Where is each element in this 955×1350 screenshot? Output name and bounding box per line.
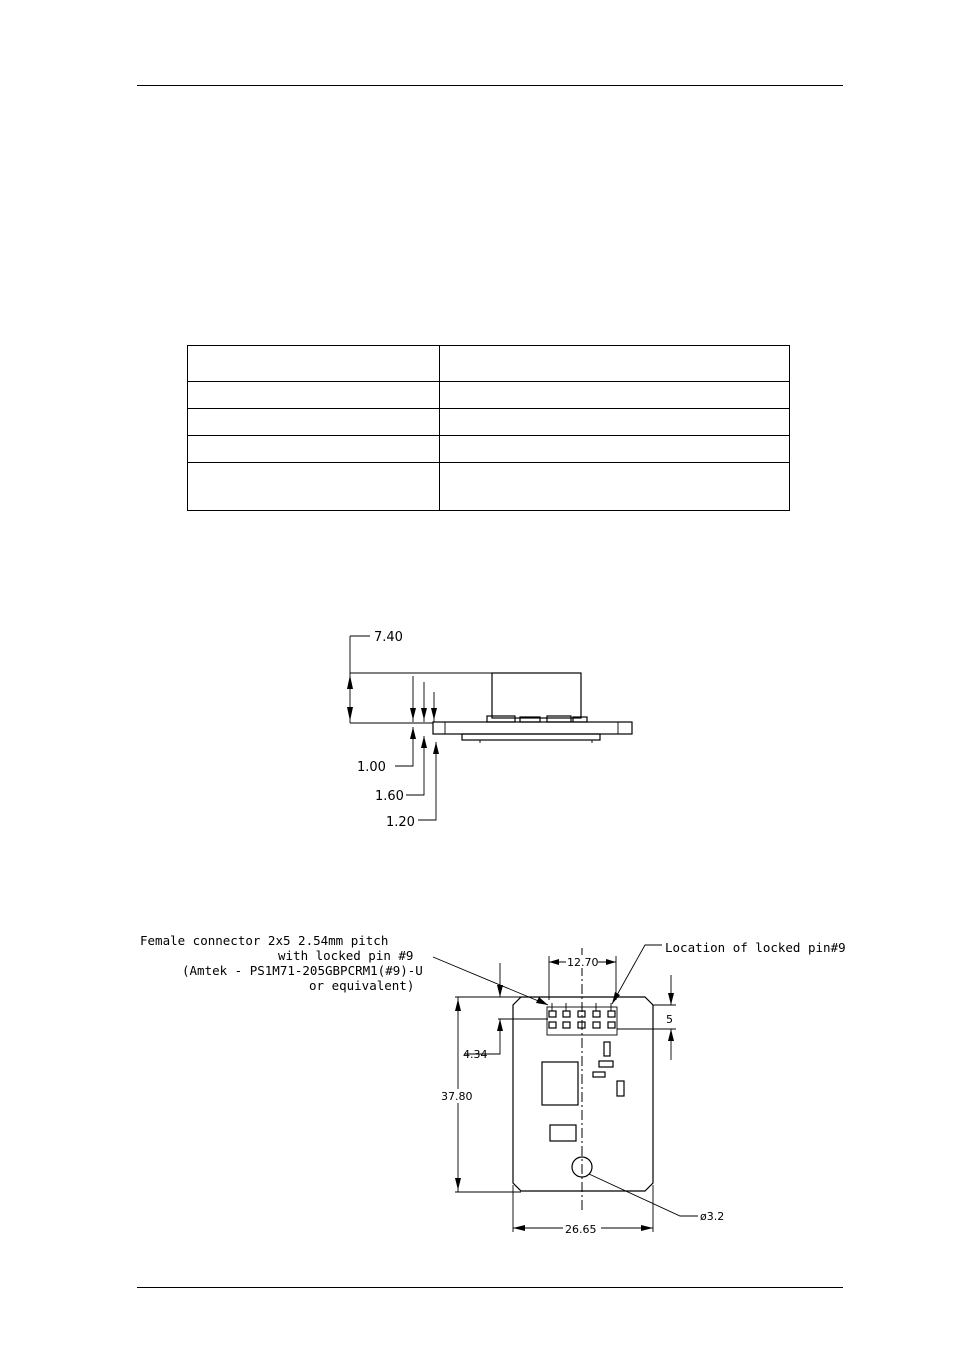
module-block <box>492 673 581 718</box>
table-header-cell <box>440 346 790 382</box>
dim-label: 5 <box>666 1013 673 1026</box>
arrow-head <box>497 985 503 997</box>
arrow-head <box>536 997 548 1005</box>
table-row <box>188 463 790 511</box>
dim-label: 1.20 <box>386 815 415 830</box>
connector-note-line: (Amtek - PS1M71-205GBPCRM1(#9)-U <box>182 963 423 978</box>
arrow-head <box>668 993 674 1005</box>
side-view-drawing <box>0 620 955 835</box>
board-outline <box>513 997 653 1191</box>
pin-pad <box>593 1022 600 1028</box>
table-cell <box>188 382 440 409</box>
connector-note-line: with locked pin #9 <box>278 948 414 963</box>
table-cell <box>440 463 790 511</box>
spec-table <box>187 345 790 511</box>
dim-label: 26.65 <box>565 1223 597 1236</box>
dim-label: ø3.2 <box>700 1210 725 1223</box>
table-header-row <box>188 346 790 382</box>
arrow-head <box>497 1019 503 1031</box>
dim-label: 4.34 <box>463 1048 488 1061</box>
bottom-connector <box>462 734 600 740</box>
top-component <box>547 716 571 722</box>
dim-label: 12.70 <box>567 956 599 969</box>
component <box>599 1061 613 1067</box>
table-row <box>188 409 790 436</box>
pin-pad <box>549 1022 556 1028</box>
ic-chip <box>542 1062 578 1105</box>
pcb-board <box>433 722 632 734</box>
leader-line <box>433 957 548 1005</box>
locked-pin-note: Location of locked pin#9 <box>665 940 846 955</box>
table-cell <box>188 463 440 511</box>
dim-leader <box>406 736 424 795</box>
dim-label: 1.00 <box>357 760 386 775</box>
pin-pad <box>563 1022 570 1028</box>
pin-pad <box>549 1011 556 1017</box>
table-row <box>188 382 790 409</box>
pin-pad <box>593 1011 600 1017</box>
pin-pad <box>608 1022 615 1028</box>
table-header-cell <box>188 346 440 382</box>
component <box>617 1081 624 1096</box>
dim-label: 7.40 <box>374 630 403 645</box>
table-cell <box>440 382 790 409</box>
footer-rule <box>137 1287 843 1288</box>
header-rule <box>137 85 843 86</box>
table-cell <box>188 436 440 463</box>
dim-leader <box>395 727 413 766</box>
bottom-view-drawing <box>0 925 955 1245</box>
table-cell <box>440 436 790 463</box>
table-cell <box>440 409 790 436</box>
pin-pad <box>608 1011 615 1017</box>
table-row <box>188 436 790 463</box>
dim-label: 37.80 <box>441 1090 473 1103</box>
component <box>604 1042 610 1056</box>
connector-note-line: Female connector 2x5 2.54mm pitch <box>140 933 389 948</box>
top-component <box>487 716 515 722</box>
component <box>550 1125 576 1141</box>
pin-pad <box>563 1011 570 1017</box>
table-cell <box>188 409 440 436</box>
dim-label: 1.60 <box>375 789 404 804</box>
arrow-head <box>668 1029 674 1041</box>
component <box>593 1072 605 1077</box>
arrow-head <box>410 708 437 720</box>
connector-note-line: or equivalent) <box>309 978 415 993</box>
leader-line <box>589 1174 698 1216</box>
